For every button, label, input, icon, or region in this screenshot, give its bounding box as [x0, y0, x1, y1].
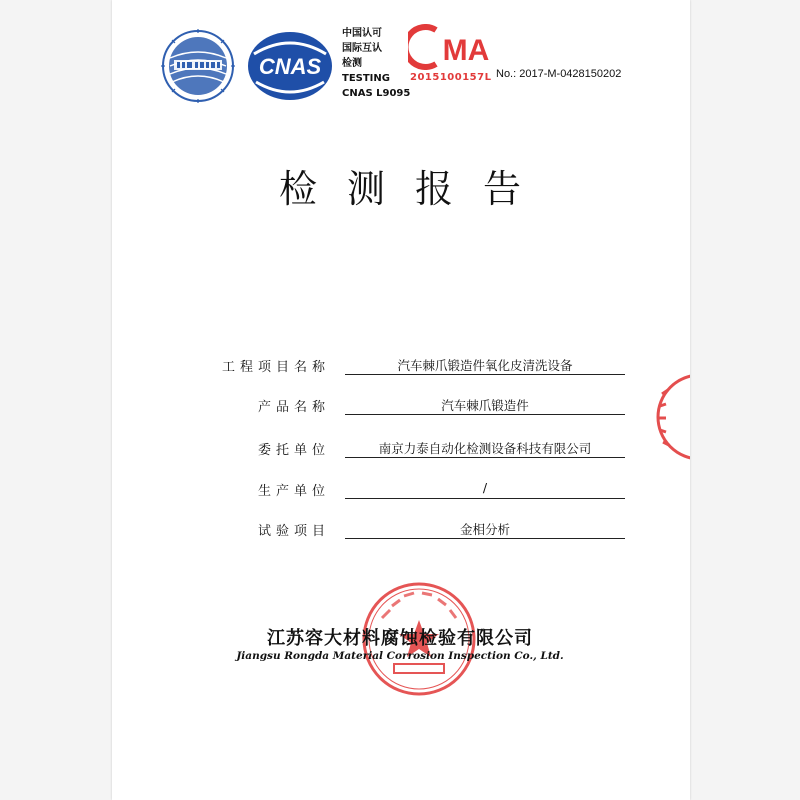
- cnas-logo: [246, 28, 334, 104]
- cert-line: 检测: [342, 58, 362, 69]
- underline: [345, 374, 625, 375]
- accreditation-text: [342, 26, 410, 101]
- report-number: No.: 2017-M-0428150202: [496, 68, 622, 80]
- underline: [345, 457, 625, 458]
- field-label: 试验项目: [257, 524, 330, 539]
- cma-logo: [408, 24, 494, 70]
- field-label: 生产单位: [257, 484, 330, 499]
- field-row-client: [200, 437, 630, 461]
- field-row-test-item: [200, 518, 630, 542]
- field-row-project-name: [200, 354, 630, 378]
- ilac-mra-logo: [160, 28, 236, 104]
- cnas-logo-text: CNAS: [258, 54, 322, 79]
- company-name-cn: 江苏容大材料腐蚀检验有限公司: [267, 628, 533, 649]
- field-row-manufacturer: [200, 478, 630, 502]
- cert-line: CNAS L9095: [342, 88, 411, 99]
- field-value: 汽车棘爪锻造件: [441, 398, 529, 413]
- company-name-en: Jiangsu Rongda Material Corrosion Inspection Co., Ltd.: [236, 650, 564, 662]
- cert-line: 国际互认: [342, 43, 382, 54]
- field-value: 汽车棘爪锻造件氧化皮清洗设备: [397, 358, 573, 373]
- field-value: 金相分析: [459, 522, 510, 537]
- underline: [345, 498, 625, 499]
- underline: [345, 538, 625, 539]
- cma-logo-text: MA: [442, 34, 490, 67]
- field-label: 产品名称: [257, 400, 330, 415]
- page-title: 检测报告: [278, 167, 551, 211]
- cma-number: 2015100157L: [410, 72, 492, 83]
- field-value: 南京力泰自动化检测设备科技有限公司: [378, 441, 592, 456]
- underline: [345, 414, 625, 415]
- field-label: 委托单位: [257, 443, 330, 458]
- cert-line: 中国认可: [342, 28, 382, 39]
- edge-seal: [654, 372, 690, 462]
- field-label: 工程项目名称: [221, 360, 330, 375]
- cert-line: TESTING: [342, 73, 390, 84]
- field-row-product-name: [200, 394, 630, 418]
- field-value: /: [482, 480, 488, 495]
